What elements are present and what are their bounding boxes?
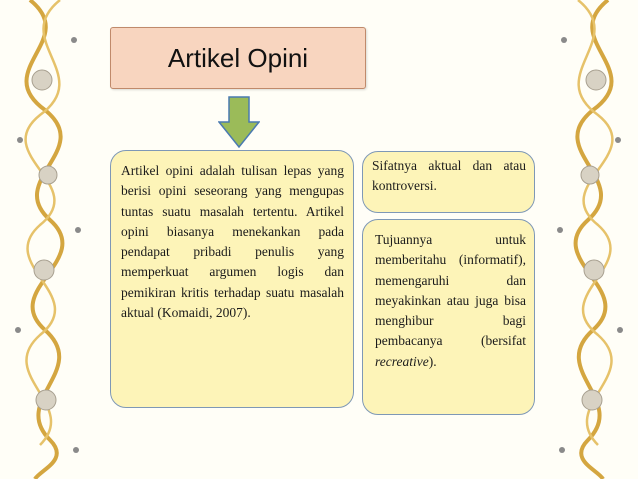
purpose-text xyxy=(375,230,526,372)
nature-card xyxy=(362,151,535,213)
purpose-text-before: Tujuannya untuk memberitahu (informatif), memengaruhi dan meyakinkan atau juga bisa menghibur bagi pembacanya (bersifat xyxy=(375,232,526,349)
purpose-emphasis: recreative xyxy=(375,353,429,369)
nature-text: Sifatnya aktual dan atau kontroversi. xyxy=(372,158,526,194)
purpose-text-after: ). xyxy=(428,353,437,369)
left-ornament-border xyxy=(0,0,100,479)
definition-text: Artikel opini adalah tulisan lepas yang berisi opini seseorang yang mengupas tuntas suatu masalah tertentu. Artikel opini biasanya menekankan pada pendapat pribadi penulis yang memperkuat argumen logis dan pemikiran kritis terhadap suatu masalah aktual (Komaidi, 2007). xyxy=(121,163,344,321)
down-arrow-icon xyxy=(218,96,260,148)
purpose-card xyxy=(362,219,535,415)
definition-card xyxy=(110,150,354,408)
right-ornament-border xyxy=(538,0,638,479)
title-box xyxy=(110,27,366,89)
page-title: Artikel Opini xyxy=(167,42,309,73)
